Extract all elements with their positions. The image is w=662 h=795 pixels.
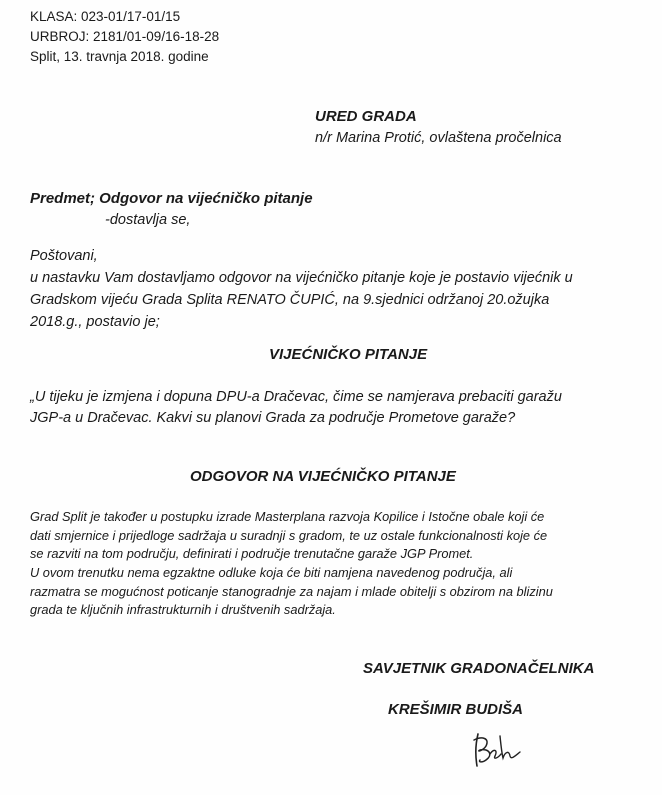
answer-line: dati smjernice i prijedloge sadržaja u suradnji s gradom, te uz ostale funkcionalnosti koje će [30, 528, 548, 543]
answer-line: se razviti na tom području, definirati i područje trenutačne garaže JGP Promet. [30, 546, 474, 561]
intro-line: u nastavku Vam dostavljamo odgovor na vijećničko pitanje koje je postavio vijećnik u [30, 270, 573, 286]
signature-name: KREŠIMIR BUDIŠA [388, 701, 524, 718]
recipient-attention: n/r Marina Protić, ovlaštena pročelnica [315, 130, 562, 146]
question-heading: VIJEĆNIČKO PITANJE [269, 346, 428, 363]
intro-line: 2018.g., postavio je; [30, 314, 160, 330]
urbroj-line: URBROJ: 2181/01-09/16-18-28 [30, 29, 220, 44]
handwritten-signature [468, 728, 528, 772]
answer-heading: ODGOVOR NA VIJEĆNIČKO PITANJE [190, 468, 456, 485]
answer-line: Grad Split je također u postupku izrade Masterplana razvoja Kopilice i Istočne obale koji će [30, 509, 545, 524]
intro-line: Gradskom vijeću Grada Splita RENATO ČUPIĆ, na 9.sjednici održanoj 20.ožujka [30, 292, 550, 308]
signature-role: SAVJETNIK GRADONAČELNIKA [363, 660, 595, 677]
question-line: „U tijeku je izmjena i dopuna DPU-a Dračevac, čime se namjerava prebaciti garažu [30, 389, 562, 405]
subject-title: Predmet; Odgovor na vijećničko pitanje [30, 190, 313, 207]
answer-line: razmatra se mogućnost poticanje stanogradnje za najam i mlade obitelji s obzirom na blizinu [30, 584, 553, 599]
date-line: Split, 13. travnja 2018. godine [30, 49, 209, 64]
greeting: Poštovani, [30, 248, 98, 264]
recipient-office: URED GRADA [315, 108, 417, 125]
subject-note: -dostavlja se, [105, 212, 191, 228]
answer-line: U ovom trenutku nema egzaktne odluke koja će biti namjena navedenog područja, ali [30, 565, 513, 580]
question-line: JGP-a u Dračevac. Kakvi su planovi Grada za područje Prometove garaže? [30, 410, 516, 426]
klasa-line: KLASA: 023-01/17-01/15 [30, 9, 181, 24]
answer-line: grada te ključnih infrastrukturnih i društvenih sadržaja. [30, 602, 336, 617]
